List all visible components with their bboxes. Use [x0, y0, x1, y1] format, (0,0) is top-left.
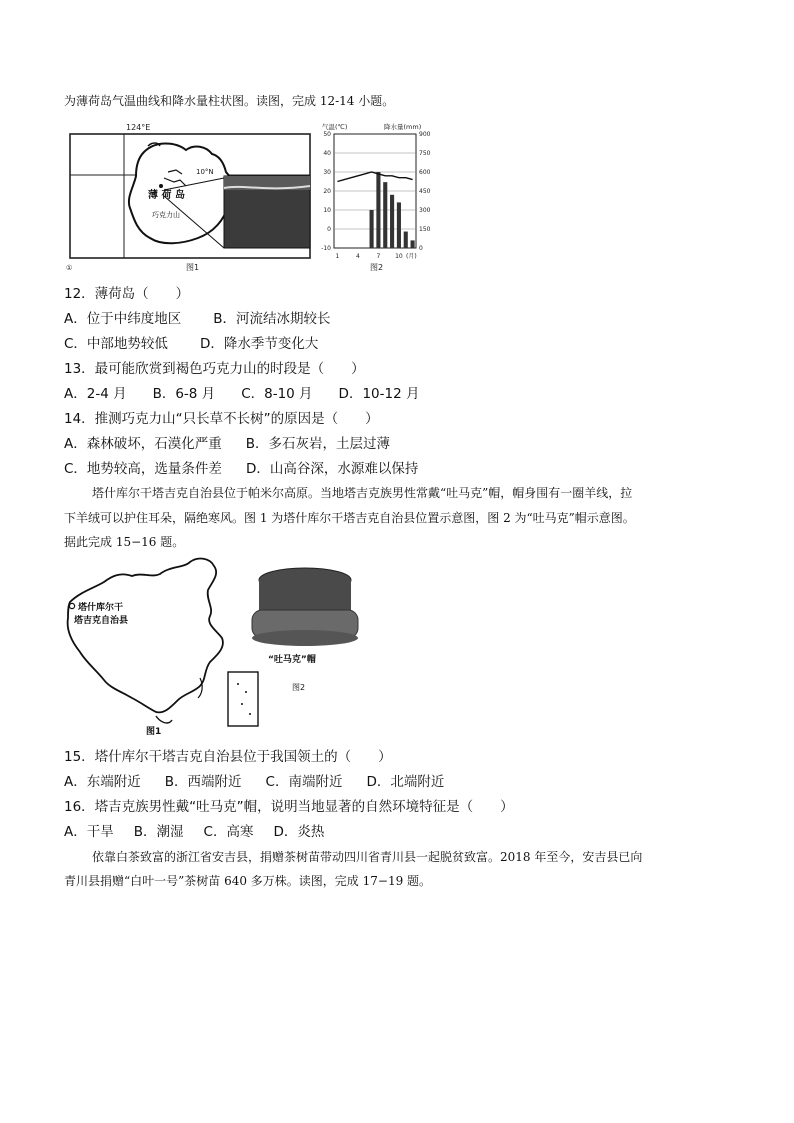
- question-12-stem: 12．薄荷岛（ ）: [64, 286, 190, 302]
- right-axis-title: 降水量(mm): [384, 123, 422, 131]
- hat-label: “吐马克”帽: [268, 655, 316, 665]
- q15-option-b[interactable]: B．西端附近: [164, 774, 242, 790]
- longitude-label: 124°E: [126, 123, 151, 132]
- island-map: [64, 120, 316, 272]
- county-label-line1: 塔什库尔干: [78, 603, 124, 613]
- latitude-label: 10°N: [196, 168, 214, 176]
- x-tick-label: 4: [356, 253, 360, 260]
- climate-chart: [318, 120, 436, 274]
- fig1-caption: 图1: [186, 263, 200, 272]
- left-tick-label: 10: [323, 207, 331, 214]
- question-12-options-row1: [64, 307, 331, 327]
- precip-bar: [370, 210, 374, 248]
- china-map-and-hat-figure: [60, 552, 370, 738]
- question-13-options: [64, 382, 419, 402]
- question-15-options: [64, 770, 444, 790]
- question-13-stem: 13．最可能欣赏到褐色巧克力山的时段是（ ）: [64, 361, 365, 377]
- q16-option-d[interactable]: D．炎热: [273, 824, 325, 840]
- left-tick-label: 50: [323, 131, 331, 138]
- county-marker: [69, 603, 74, 608]
- precip-bar: [404, 232, 408, 248]
- island-map-figure: [64, 120, 316, 272]
- left-tick-label: 30: [323, 169, 331, 176]
- q13-option-a[interactable]: A．2-4 月: [64, 386, 127, 402]
- intro-text-3-line1: 依靠白茶致富的浙江省安吉县，捐赠茶树苗带动四川省青川县一起脱贫致富。2018 年至今，安吉县已向: [92, 850, 643, 864]
- hat-caption: 图2: [292, 683, 306, 692]
- q15-option-a[interactable]: A．东端附近: [64, 774, 141, 790]
- mountain-label: 巧克力山: [152, 211, 180, 219]
- question-16-stem: 16．塔吉克族男性戴“吐马克”帽，说明当地显著的自然环境特征是（ ）: [64, 799, 514, 815]
- question-12-options-row2: [64, 332, 318, 352]
- precip-bar: [376, 172, 380, 248]
- q14-option-a[interactable]: A．森林破坏，石漠化严重: [64, 436, 222, 452]
- left-axis-title: 气温(℃): [322, 123, 348, 131]
- q13-option-b[interactable]: B．6-8 月: [152, 386, 216, 402]
- left-tick-label: 40: [323, 150, 331, 157]
- corner-label: ①: [66, 264, 73, 272]
- intro-text-2-line1: 塔什库尔干塔吉克自治县位于帕米尔高原。当地塔吉克族男性常戴“吐马克”帽，帽身围有一圈羊线，拉: [92, 486, 633, 500]
- x-tick-label: 10: [395, 253, 403, 260]
- question-16-options: [64, 820, 324, 840]
- q16-option-c[interactable]: C．高寒: [203, 824, 254, 840]
- x-tick-label: 1: [335, 253, 340, 260]
- left-tick-label: -10: [321, 245, 331, 252]
- question-14-options-row2: [64, 457, 418, 477]
- right-tick-label: 150: [419, 226, 431, 233]
- county-label-line2: 塔吉克自治县: [74, 616, 129, 626]
- x-tick-label: 7: [376, 253, 381, 260]
- fig2-caption: 图2: [370, 263, 384, 272]
- question-15-stem: 15．塔什库尔干塔吉克自治县位于我国领土的（ ）: [64, 749, 392, 765]
- q13-option-d[interactable]: D．10-12 月: [338, 386, 420, 402]
- right-tick-label: 750: [419, 150, 431, 157]
- china-map-figure: [60, 552, 370, 738]
- q12-option-c[interactable]: C．中部地势较低: [64, 336, 168, 352]
- right-tick-label: 450: [419, 188, 431, 195]
- precip-bar: [383, 182, 387, 248]
- q14-option-b[interactable]: B．多石灰岩，土层过薄: [245, 436, 391, 452]
- intro-text-2-line3: 据此完成 15−16 题。: [64, 535, 185, 549]
- q16-option-a[interactable]: A．干旱: [64, 824, 114, 840]
- climate-chart-figure: [318, 120, 436, 274]
- island-label: 薄 荷 岛: [148, 190, 185, 201]
- right-tick-label: 300: [419, 207, 431, 214]
- q13-option-c[interactable]: C．8-10 月: [241, 386, 313, 402]
- intro-text-1: 为薄荷岛气温曲线和降水量柱状图。读图，完成 12-14 小题。: [64, 94, 395, 108]
- right-tick-label: 900: [419, 131, 431, 138]
- q12-option-b[interactable]: B．河流结冰期较长: [213, 311, 331, 327]
- south-china-sea-inset: [228, 672, 258, 726]
- intro-text-3-line2: 青川县捐赠“白叶一号”茶树苗 640 多万株。读图，完成 17−19 题。: [64, 874, 432, 888]
- q16-option-b[interactable]: B．潮湿: [133, 824, 184, 840]
- q12-option-a[interactable]: A．位于中纬度地区: [64, 311, 182, 327]
- question-14-stem: 14．推测巧克力山“只长草不长树”的原因是（ ）: [64, 411, 379, 427]
- china-map-caption: 图1: [146, 727, 162, 737]
- question-14-options-row1: [64, 432, 390, 452]
- q12-option-d[interactable]: D．降水季节变化大: [199, 336, 319, 352]
- precip-bar: [411, 240, 415, 248]
- q15-option-d[interactable]: D．北端附近: [366, 774, 445, 790]
- q14-option-c[interactable]: C．地势较高，选量条件差: [64, 461, 222, 477]
- left-tick-label: 0: [327, 226, 331, 233]
- right-tick-label: 600: [419, 169, 431, 176]
- intro-text-2-line2: 下羊绒可以护住耳朵，隔绝寒风。图 1 为塔什库尔干塔吉克自治县位置示意图，图 2 为“吐马克”帽示意图。: [64, 511, 635, 525]
- precip-bar: [390, 195, 394, 248]
- q15-option-c[interactable]: C．南端附近: [265, 774, 343, 790]
- x-unit: (月): [406, 253, 417, 260]
- q14-option-d[interactable]: D．山高谷深，水源难以保持: [245, 461, 419, 477]
- left-tick-label: 20: [323, 188, 331, 195]
- precip-bar: [397, 202, 401, 248]
- right-tick-label: 0: [419, 245, 423, 252]
